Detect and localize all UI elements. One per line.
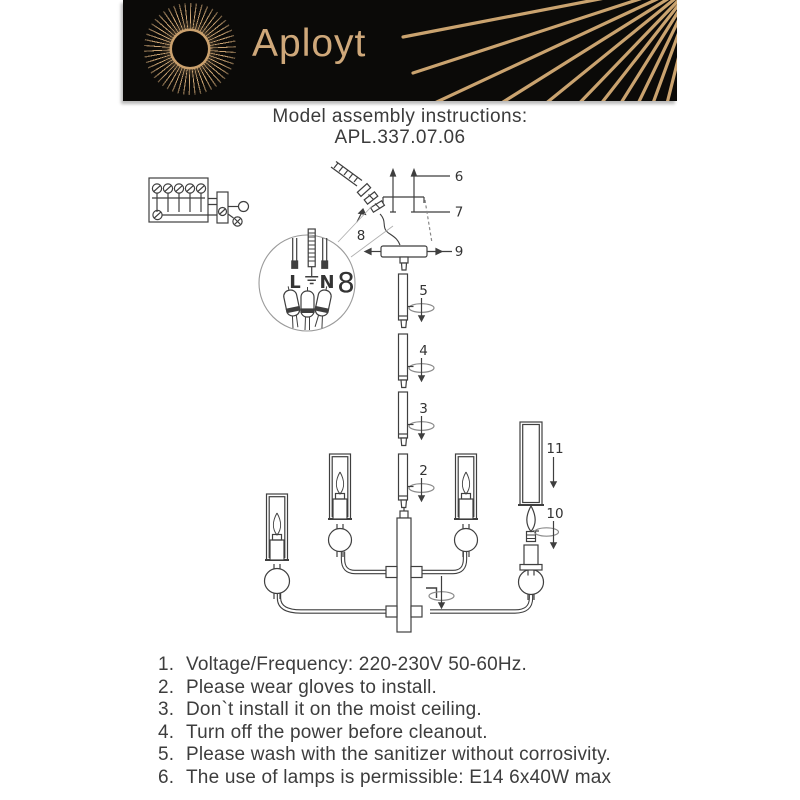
- brand-wordmark: Aployt: [252, 22, 367, 65]
- lamp: [328, 454, 352, 557]
- lamp: [265, 494, 290, 599]
- instruction-number: 3.: [158, 699, 175, 720]
- instruction-item: [158, 744, 611, 767]
- instruction-item: [158, 722, 611, 745]
- chandelier-body: [265, 422, 559, 632]
- wire-label-neutral: N: [319, 272, 335, 293]
- part-label-wires: 8: [356, 228, 366, 244]
- part-label-rod-2: 2: [419, 463, 428, 479]
- instruction-text: Voltage/Frequency: 220-230V 50-60Hz.: [186, 654, 527, 675]
- part-label-rod-3: 3: [419, 401, 428, 417]
- instruction-number: 1.: [158, 654, 175, 675]
- instruction-text: Don`t install it on the moist ceiling.: [186, 699, 482, 720]
- instruction-number: 4.: [158, 721, 175, 743]
- instruction-item: [158, 767, 611, 790]
- part-label-mount-screws: 6: [454, 169, 464, 185]
- instruction-text: The use of lamps is permissible: E14 6x40W max: [186, 766, 612, 788]
- terminal-block-diagram: [149, 178, 249, 226]
- wiring-detail-callout: [259, 206, 393, 331]
- instruction-number: 5.: [158, 744, 175, 765]
- callout-number: 8: [337, 266, 355, 299]
- instruction-item: [158, 654, 611, 677]
- instructions-list: [158, 654, 611, 789]
- page-title: Model assembly instructions:: [272, 106, 528, 127]
- instruction-item: [158, 677, 611, 700]
- model-number: APL.337.07.06: [334, 127, 466, 148]
- part-label-canopy: 9: [454, 244, 464, 260]
- rod-chain: [399, 274, 435, 518]
- part-label-rod-5: 5: [419, 283, 428, 299]
- instruction-number: 2.: [158, 676, 175, 698]
- ground-symbol-icon: [305, 267, 318, 284]
- lamp: [454, 454, 478, 557]
- instruction-text: Please wash with the sanitizer without corrosivity.: [186, 744, 611, 765]
- instruction-item: [158, 699, 611, 722]
- part-label-rod-4: 4: [419, 343, 428, 359]
- part-label-bulb: 10: [546, 506, 564, 522]
- wire-label-line: L: [289, 272, 301, 293]
- ceiling-mount-diagram: [331, 162, 452, 271]
- instruction-text: Turn off the power before cleanout.: [186, 721, 488, 743]
- part-label-shade: 11: [546, 441, 564, 457]
- instruction-number: 6.: [158, 766, 175, 788]
- part-label-bracket: 7: [454, 204, 464, 221]
- instruction-text: Please wear gloves to install.: [186, 676, 438, 698]
